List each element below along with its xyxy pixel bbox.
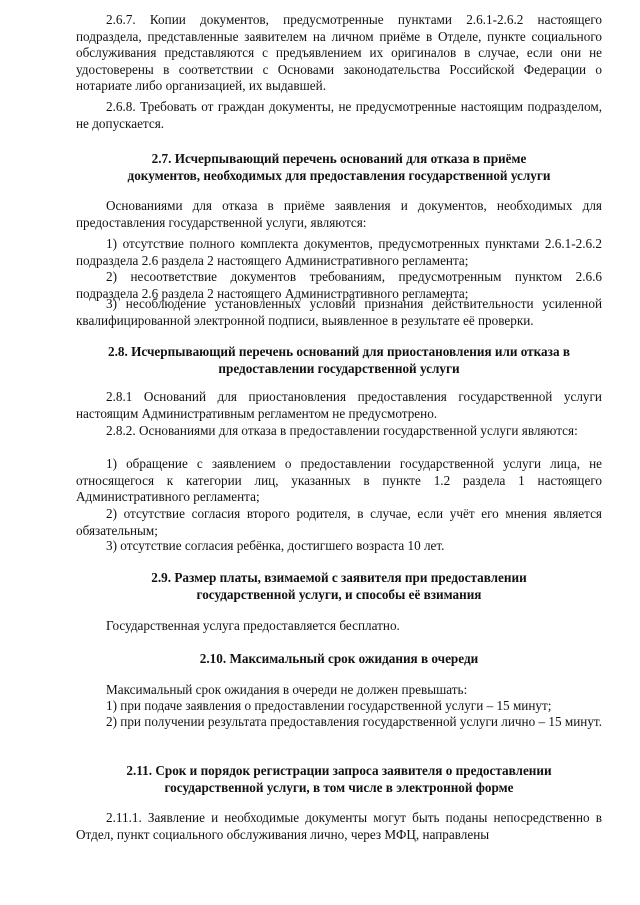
- heading-2-7-line1: 2.7. Исчерпывающий перечень оснований для отказа в приёме: [151, 151, 527, 166]
- heading-2-7-line2: документов, необходимых для предоставления государственной услуги: [127, 167, 551, 183]
- paragraph-2-7-intro: Основаниями для отказа в приёме заявления и документов, необходимых для предоставления государственной услуги, являются:: [76, 198, 602, 230]
- paragraph-2-7-item2: 2) несоответствие документов требованиям, предусмотренным пунктом 2.6.6 подраздела 2.6 раздела 2 настоящего Административного регламента;: [76, 269, 602, 301]
- heading-2-11-line2: государственной услуги, в том числе в электронной форме: [164, 779, 514, 795]
- paragraph-2-11-1: 2.11.1. Заявление и необходимые документы могут быть поданы непосредственно в Отдел, пункт социального обслуживания лично, через МФЦ, направлены: [76, 810, 602, 842]
- heading-2-11-line1: 2.11. Срок и порядок регистрации запроса заявителя о предоставлении: [126, 763, 552, 778]
- heading-2-10: [76, 651, 602, 668]
- paragraph-2-10: Максимальный срок ожидания в очереди не должен превышать:: [106, 682, 468, 697]
- heading-2-9-line2: государственной услуги, и способы её взимания: [196, 586, 482, 602]
- paragraph-2-8-item1: 1) обращение с заявлением о предоставлении государственной услуги лица, не относящегося к категории лиц, указанных в пункте 1.2 раздела 1 настоящего Административного регламента;: [76, 456, 602, 505]
- heading-2-8-line1: 2.8. Исчерпывающий перечень оснований для приостановления или отказа в: [108, 344, 570, 359]
- paragraph-2-8-item3: 3) отсутствие согласия ребёнка, достигшего возраста 10 лет.: [106, 538, 445, 553]
- paragraph-2-7-item3: 3) несоблюдение установленных условий признания действительности усиленной квалифицированной электронной подписи, выявленное в результате её проверки.: [76, 296, 602, 328]
- paragraph-2-8-item2: 2) отсутствие согласия второго родителя, в случае, если учёт его мнения является обязательным;: [76, 506, 602, 538]
- paragraph-2-8-1: 2.8.1 Оснований для приостановления предоставления государственной услуги настоящим Административным регламентом не предусмотрено.: [76, 389, 602, 421]
- heading-2-9-line1: 2.9. Размер платы, взимаемой с заявителя при предоставлении: [151, 570, 527, 585]
- paragraph-2-8-2: 2.8.2. Основаниями для отказа в предоставлении государственной услуги являются:: [106, 423, 578, 438]
- heading-2-10-line1: 2.10. Максимальный срок ожидания в очереди: [199, 651, 479, 666]
- heading-2-8: [76, 344, 602, 377]
- heading-2-11: [76, 763, 602, 796]
- heading-2-7: [76, 151, 602, 184]
- heading-2-9: [76, 570, 602, 603]
- paragraph-2-9: Государственная услуга предоставляется бесплатно.: [106, 618, 400, 633]
- paragraph-2-10-item1: 1) при подаче заявления о предоставлении государственной услуги – 15 минут;: [106, 698, 552, 713]
- paragraph-2-7-item1: 1) отсутствие полного комплекта документов, предусмотренных пунктами 2.6.1-2.6.2 подраздела 2.6 раздела 2 настоящего Административного регламента;: [76, 236, 602, 268]
- heading-2-8-line2: предоставлении государственной услуги: [218, 360, 460, 376]
- paragraph-2-6-8: 2.6.8. Требовать от граждан документы, не предусмотренные настоящим подразделом, не допускается.: [76, 99, 602, 131]
- paragraph-2-6-7: 2.6.7. Копии документов, предусмотренные пунктами 2.6.1-2.6.2 настоящего подраздела, представленные заявителем на личном приёме в Отделе, пункте социального обслуживания представляются с предъявлением их оригиналов в случае, если они не удостоверены в соответствии с Основами законодательства Российской Федерации о нотариате либо организацией, их выдавшей.: [76, 12, 602, 94]
- paragraph-2-10-item2: 2) при получении результата предоставления государственной услуги лично – 15 минут.: [106, 714, 602, 729]
